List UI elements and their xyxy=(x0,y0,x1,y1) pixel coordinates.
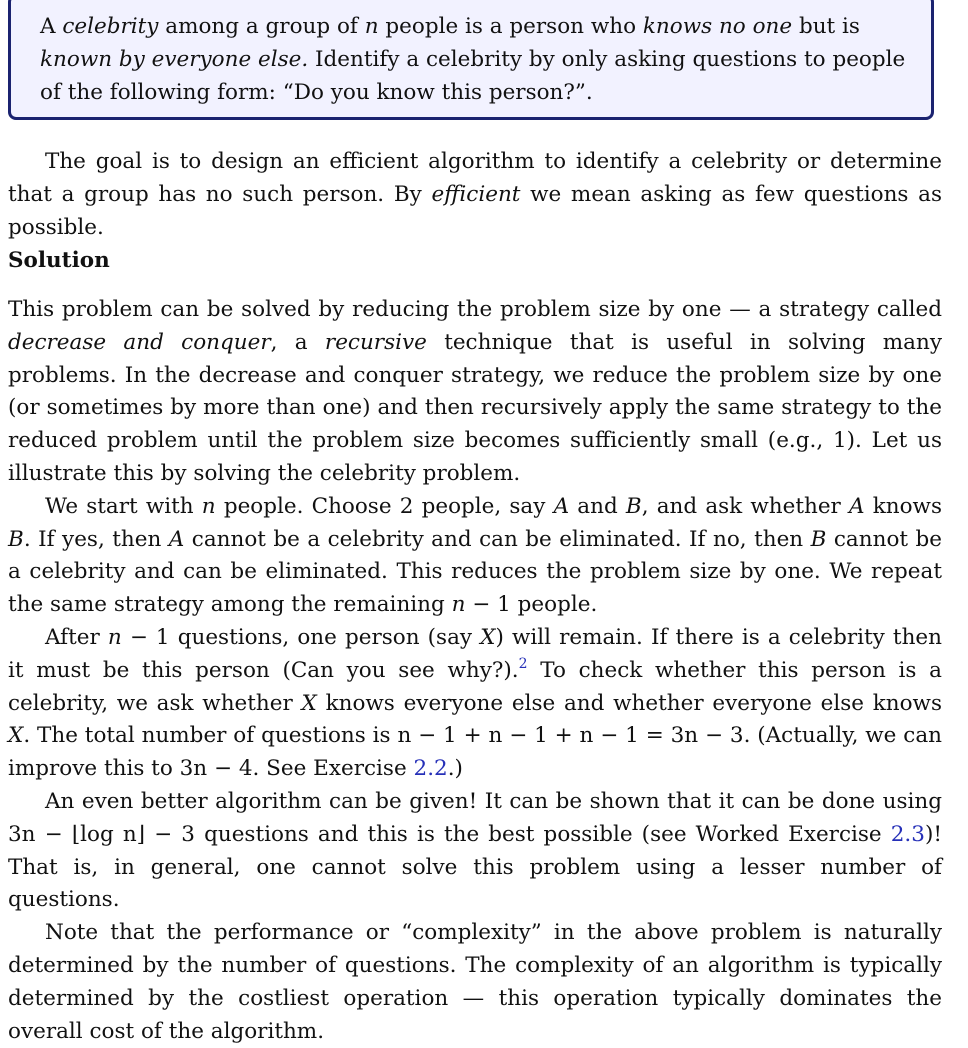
worked-exercise-link[interactable]: 2.3 xyxy=(890,821,925,847)
solution-paragraph-3: After n − 1 questions, one person (say X) will remain. If there is a celebrity then it must be this person (Can you see why?).$^2$ To check whether this person is a celebrity, we ask whether X knows everyone else and whether everyone else knows X. The total number of questions is n − 1 + n − 1 + n − 1 = 3n − 3. (Actually, we can improve this to 3n − 4. See Exercise 2.2.) xyxy=(8,624,942,782)
solution-heading: Solution xyxy=(8,248,110,273)
definition-box xyxy=(8,0,934,120)
solution-paragraph-5: Note that the performance or “complexity” in the above problem is naturally determined by the number of questions. The complexity of an algorithm is typically determined by the costliest operation — this operation typically dominates the overall cost of the algorithm. xyxy=(8,920,942,1044)
solution-paragraph-2: We start with n people. Choose 2 people, say A and B, and ask whether A knows B. If yes, then A cannot be a celebrity and can be eliminated. If no, then B cannot be a celebrity and can be eliminated. This reduces the problem size by one. We repeat the same strategy among the remaining n − 1 people. xyxy=(8,493,942,618)
formula-best: 3n − ⌊log n⌋ − 3 xyxy=(8,821,195,847)
term-celebrity: celebrity xyxy=(62,14,159,39)
exercise-link[interactable]: 2.2 xyxy=(413,756,448,782)
footnote-link[interactable]: 2 xyxy=(518,655,528,672)
solution-body xyxy=(8,294,942,1048)
solution-paragraph-4: An even better algorithm can be given! It can be shown that it can be done using 3n − ⌊log n⌋ − 3 questions and this is the best possible (see Worked Exercise 2.3)! That is, in general, one cannot solve this problem using a lesser number of questions. xyxy=(8,788,942,913)
intro-paragraph: The goal is to design an efficient algorithm to identify a celebrity or determine that a group has no such person. By efficient we mean asking as few questions as possible. xyxy=(8,149,942,240)
formula-improved: 3n − 4 xyxy=(179,756,253,782)
formula-total-questions: n − 1 + n − 1 + n − 1 = 3n − 3 xyxy=(397,723,744,749)
solution-paragraph-1: This problem can be solved by reducing the problem size by one — a strategy called decrease and conquer, a recursive technique that is useful in solving many problems. In the decrease and conquer strategy, we reduce the problem size by one (or sometimes by more than one) and then recursively apply the same strategy to the reduced problem until the problem size becomes sufficiently small (e.g., 1). Let us illustrate this by solving the celebrity problem. xyxy=(8,297,942,486)
definition-text: A celebrity among a group of n people is a person who knows no one but is known by everyone else. Identify a celebrity by only asking questions to people of the following form: “Do you know this person?”. xyxy=(40,14,906,105)
